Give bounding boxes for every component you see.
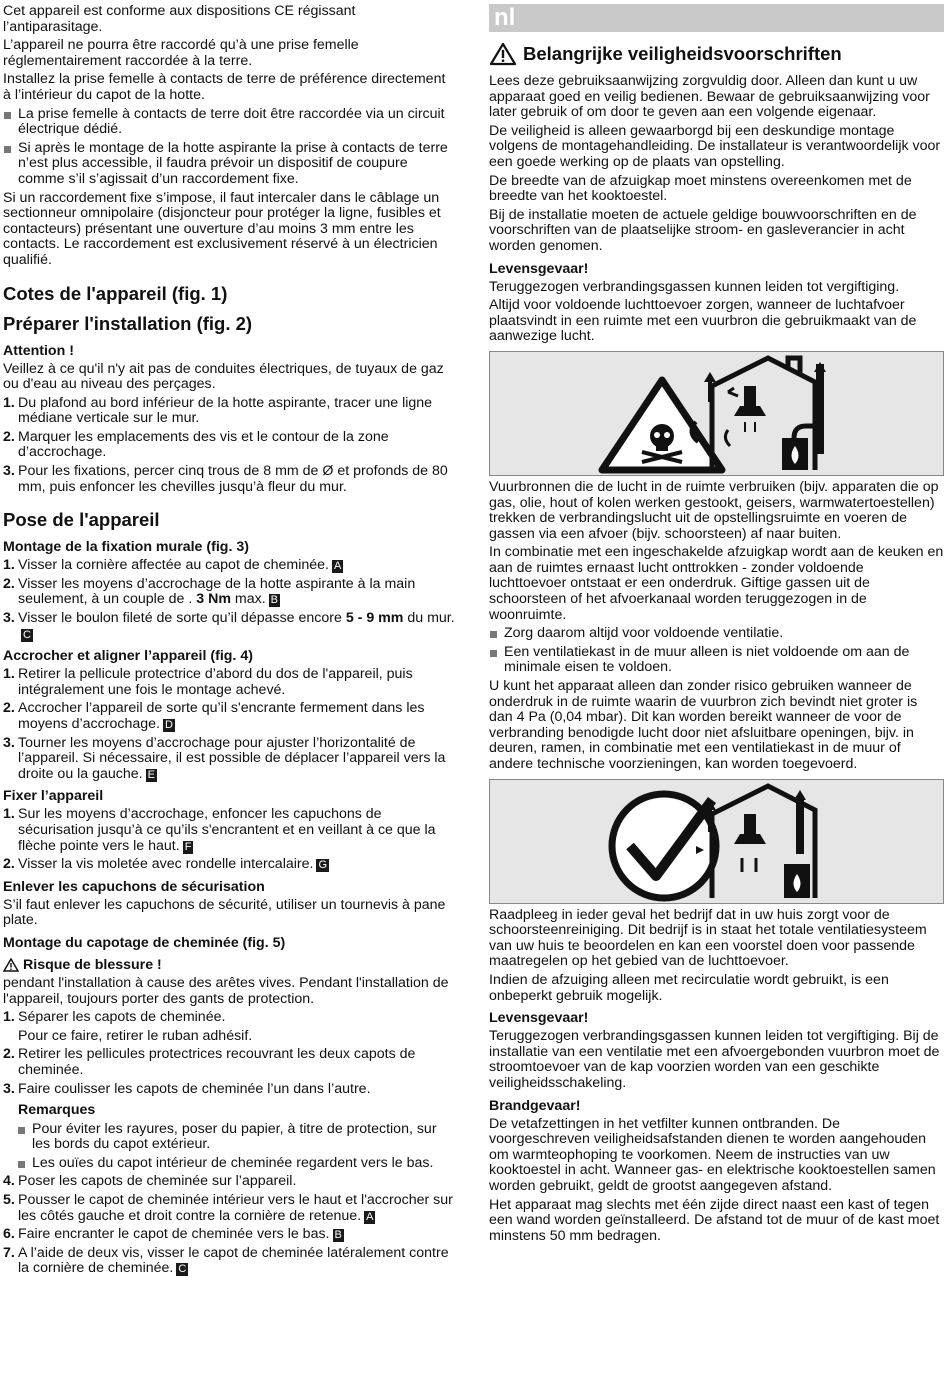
bullet-item: Een ventilatiekast in de muur alleen is niet voldoende om aan de minimale eisen te voldoen. xyxy=(489,645,944,676)
danger-heading: Levensgevaar! xyxy=(489,1010,589,1027)
paragraph: Cet appareil est conforme aux dispositions CE régissant l’antiparasitage. xyxy=(3,3,356,35)
step-number: 3. xyxy=(3,463,15,480)
paragraph: De breedte van de afzuigkap moet minstens overeenkomen met de breedte van het kooktoestel. xyxy=(489,172,912,205)
step-number: 2. xyxy=(3,428,15,445)
warning-icon xyxy=(3,958,19,972)
bullet-item: Zorg daarom altijd voor voldoende ventilatie. xyxy=(489,626,944,642)
section-heading: Cotes de l'appareil (fig. 1) xyxy=(3,282,228,304)
step-item: 1. Sur les moyens d’accrochage, enfoncer les capuchons de sécurisation jusqu’à ce qu’ils s'encrantent et en veillant à ce que la flèche pointe vers le haut. F xyxy=(3,806,436,854)
bullet-item: Si après le montage de la hotte aspirante la prise à contacts de terre n’est plus accessible, il faudra prévoir un dispositif de coupure comme s’il s’agissait d’un raccordement fixe. xyxy=(3,141,455,188)
step-item: 1. Séparer les capots de cheminée. xyxy=(3,1009,226,1026)
step-item: 3. Visser le boulon fileté de sorte qu’il dépasse encore 5 - 9 mm du mur.C xyxy=(3,610,455,641)
paragraph: S’il faut enlever les capuchons de sécurité, utiliser un tournevis à pane plate. xyxy=(3,896,446,929)
step-item: 7. A l’aide de deux vis, visser le capot de cheminée latéralement contre la cornière de cheminée. C xyxy=(3,1244,449,1277)
figure-ref-badge: C xyxy=(178,1263,187,1276)
paragraph: Het apparaat mag slechts met één zijde direct naast een kast of tegen een wand worden geïnstalleerd. De afstand tot de muur of de kast moet minstens 50 mm bedragen. xyxy=(489,1196,940,1244)
paragraph: Indien de afzuiging alleen met recirculatie wordt gebruikt, is een onbeperkt gebruik mogelijk. xyxy=(489,971,889,1004)
paragraph: Teruggezogen verbrandingsgassen kunnen leiden tot vergiftiging. xyxy=(489,278,900,295)
figure-ref-badge: C xyxy=(23,628,31,641)
french-column xyxy=(3,4,455,1280)
risk-heading: Risque de blessure ! xyxy=(3,957,455,973)
subsection-heading: Montage du capotage de cheminée (fig. 5) xyxy=(3,934,286,951)
step-number: 1. xyxy=(3,394,15,411)
paragraph: U kunt het apparaat alleen dan zonder risico gebruiken wanneer de onderdruk in de ruimte waarin de vuurbron zich bevindt niet groter is dan 4 Pa (0,04 mbar). Dit kan worden bereikt wanneer de voor de verbranding benodigde lucht door niet afsluitbare openingen, bijv. in deuren, ramen, in combinatie met een ventilatiekast in de muur of andere technische voorzieningen, kan worden toegevoerd. xyxy=(489,678,918,772)
step-item: 3. Faire coulisser les capots de cheminée l’un dans l’autre. xyxy=(3,1080,371,1097)
paragraph: Veillez à ce qu'il n'y ait pas de conduites électriques, de tuyaux de gaz ou d'eau au niveau des perçages. xyxy=(3,360,444,393)
skull-warning-icon xyxy=(602,380,722,470)
paragraph: Installez la prise femelle à contacts de terre de préférence directement à l’intérieur du capot de la hotte. xyxy=(3,71,446,103)
subsection-heading: Fixer l’appareil xyxy=(3,788,104,805)
step-item: 2. Retirer les pellicules protectrices recouvrant les deux capots de cheminée. xyxy=(3,1046,416,1078)
bullet-item: La prise femelle à contacts de terre doit être raccordée via un circuit électrique dédié. xyxy=(3,107,455,138)
step-subtext: Pour ce faire, retirer le ruban adhésif. xyxy=(18,1027,253,1044)
figure-ref-badge: B xyxy=(334,1229,342,1242)
subsection-heading: Montage de la fixation murale (fig. 3) xyxy=(3,539,249,556)
hood-icon xyxy=(734,386,766,432)
step-item: 3. Pour les fixations, percer cinq trous de 8 mm de Ø et profonds de 80 mm, puis enfoncer les chevilles jusqu’à fleur du mur. xyxy=(3,463,448,495)
figure-ref-badge: G xyxy=(318,859,328,872)
danger-heading: Levensgevaar! xyxy=(489,260,589,277)
paragraph: In combinatie met een ingeschakelde afzuigkap wordt aan de keuken en aan de ruimtes ernaast lucht onttrokken - zonder voldoende luchttoevoer ontstaat er een onderdruk. Giftige gassen uit de schoorsteen of het afvoerkanaal worden teruggezogen in de woonruimte. xyxy=(489,544,944,623)
step-item: 6. Faire encranter le capot de cheminée vers le bas. B xyxy=(3,1226,342,1243)
bullet-item: Les ouïes du capot intérieur de cheminée regardent vers le bas. xyxy=(3,1156,455,1172)
figure-ref-badge: A xyxy=(366,1210,374,1223)
paragraph: Si un raccordement fixe s’impose, il faut intercaler dans le câblage un sectionneur omnipolaire (disjoncteur pour protéger la ligne, fusibles et contacteurs) présentant une ouverture d’au moins 3 mm entre les contacts. Le raccordement est exclusivement réservé à un électricien qualifié. xyxy=(3,189,441,268)
subsection-heading: Accrocher et aligner l’appareil (fig. 4) xyxy=(3,648,253,665)
figure-ref-badge: F xyxy=(184,840,192,853)
bullet-item: Pour éviter les rayures, poser du papier, à titre de protection, sur les bords du capot extérieur. xyxy=(3,1122,455,1153)
figure-ref-badge: B xyxy=(270,594,278,607)
step-item: 2. Marquer les emplacements des vis et le contour de la zone d’accrochage. xyxy=(3,428,389,461)
step-item: 2. Visser les moyens d’accrochage de la hotte aspirante à la main seulement, à un couple de . 3 Nm max. B xyxy=(3,575,416,608)
subsection-heading: Enlever les capuchons de sécurisation xyxy=(3,878,265,895)
paragraph: De veiligheid is alleen gewaarborgd bij een deskundige montage volgens de montagehandleiding. De installateur is verantwoordelijk voor een goede werking op de plaats van opstelling. xyxy=(489,122,941,170)
paragraph: Altijd voor voldoende luchttoevoer zorgen, wanneer de luchtafvoer plaatsvindt in een ruimte met een vuurbron die gebruikmaakt van de aanwezige lucht. xyxy=(489,297,917,345)
danger-illustration xyxy=(489,351,944,476)
remarks-heading: Remarques xyxy=(18,1102,96,1119)
step-item: 2. Accrocher l’appareil de sorte qu’il s'encrante fermement dans les moyens d’accrochage. D xyxy=(3,700,425,732)
section-heading: Pose de l'appareil xyxy=(3,509,160,531)
language-bar: nl xyxy=(489,4,944,32)
paragraph: L’appareil ne pourra être raccordé qu’à une prise femelle réglementairement raccordée à la terre. xyxy=(3,37,359,69)
paragraph: Vuurbronnen die de lucht in de ruimte verbruiken (bijv. apparaten die op gas, olie, hout of kolen werken gestookt, geisers, warmwatertoestellen) trekken de verbrandingslucht uit de opstellingsruimte en voeren de gassen via een afvoer (bijv. schoorsteen) af naar buiten. xyxy=(489,478,939,542)
step-item: 3. Tourner les moyens d’accrochage pour ajuster l’horizontalité de l’appareil. Si nécessaire, il est possible de déplacer l’appareil vers la droite ou la gauche. E xyxy=(3,734,446,782)
paragraph: pendant l'installation à cause des arêtes vives. Pendant l'installation de l'appareil, toujours porter des gants de protection. xyxy=(3,974,449,1007)
step-item: 5. Pousser le capot de cheminée intérieur vers le haut et l'accrocher sur les côtés gauche et droit contre la cornière de retenue. A xyxy=(3,1192,453,1224)
step-item: 2. Visser la vis moletée avec rondelle intercalaire. G xyxy=(3,856,328,873)
step-item: 1. Du plafond au bord inférieur de la hotte aspirante, tracer une ligne médiane verticale sur le mur. xyxy=(3,394,433,427)
step-item: 1. Retirer la pellicule protectrice d’abord du dos de l'appareil, puis intégralement une fois le montage achevé. xyxy=(3,666,413,698)
step-item: 4. Poser les capots de cheminée sur l’appareil. xyxy=(3,1173,297,1190)
figure-ref-badge: A xyxy=(334,560,342,573)
hood-icon xyxy=(734,814,766,844)
fire-hazard-heading: Brandgevaar! xyxy=(489,1097,581,1114)
section-heading: Préparer l'installation (fig. 2) xyxy=(3,312,253,334)
paragraph: Raadpleeg in ieder geval het bedrijf dat in uw huis zorgt voor de schoorsteenreiniging. Dit bedrijf is in staat het totale ventilatiesysteem van uw huis te beoordelen en kan een voorstel doen voor passende maatregelen op het gebied van de luchttoevoer. xyxy=(489,906,927,970)
figure-ref-badge: E xyxy=(147,768,155,781)
paragraph: De vetafzettingen in het vetfilter kunnen ontbranden. De voorgeschreven veiligheidsafstanden dienen te worden aangehouden om warmteophoping te voorkomen. Neem de instructies van uw kooktoestel in acht. Wanneer gas- en elektrische kooktoestellen samen worden gebruikt, geldt de grootst aangegeven afstand. xyxy=(489,1115,936,1194)
attention-heading: Attention ! xyxy=(3,342,74,359)
figure-ref-badge: D xyxy=(164,719,173,731)
checkmark-circle-icon xyxy=(612,794,716,898)
safe-illustration xyxy=(489,779,944,904)
safety-heading: Belangrijke veiligheidsvoorschriften xyxy=(489,42,944,66)
paragraph: Bij de installatie moeten de actuele geldige bouwvoorschriften en de voorschriften van de plaatselijke stroom- en gasleverancier in acht worden genomen. xyxy=(489,206,917,254)
dutch-column xyxy=(489,4,944,1247)
paragraph: Teruggezogen verbrandingsgassen kunnen leiden tot vergiftiging. Bij de installatie van een ventilatie met een afvoergebonden vuurbron moet de stroomtoevoer van de kap voorzien worden van een geschikte veiligheidsschakeling. xyxy=(489,1028,940,1091)
paragraph: Lees deze gebruiksaanwijzing zorgvuldig door. Alleen dan kunt u uw apparaat goed en veilig bedienen. Bewaar de gebruiksaanwijzing voor later gebruik of om door te geven aan een volgende eigenaar. xyxy=(489,73,930,121)
step-item: 1. Visser la cornière affectée au capot de cheminée. A xyxy=(3,557,342,574)
warning-icon xyxy=(489,42,517,66)
